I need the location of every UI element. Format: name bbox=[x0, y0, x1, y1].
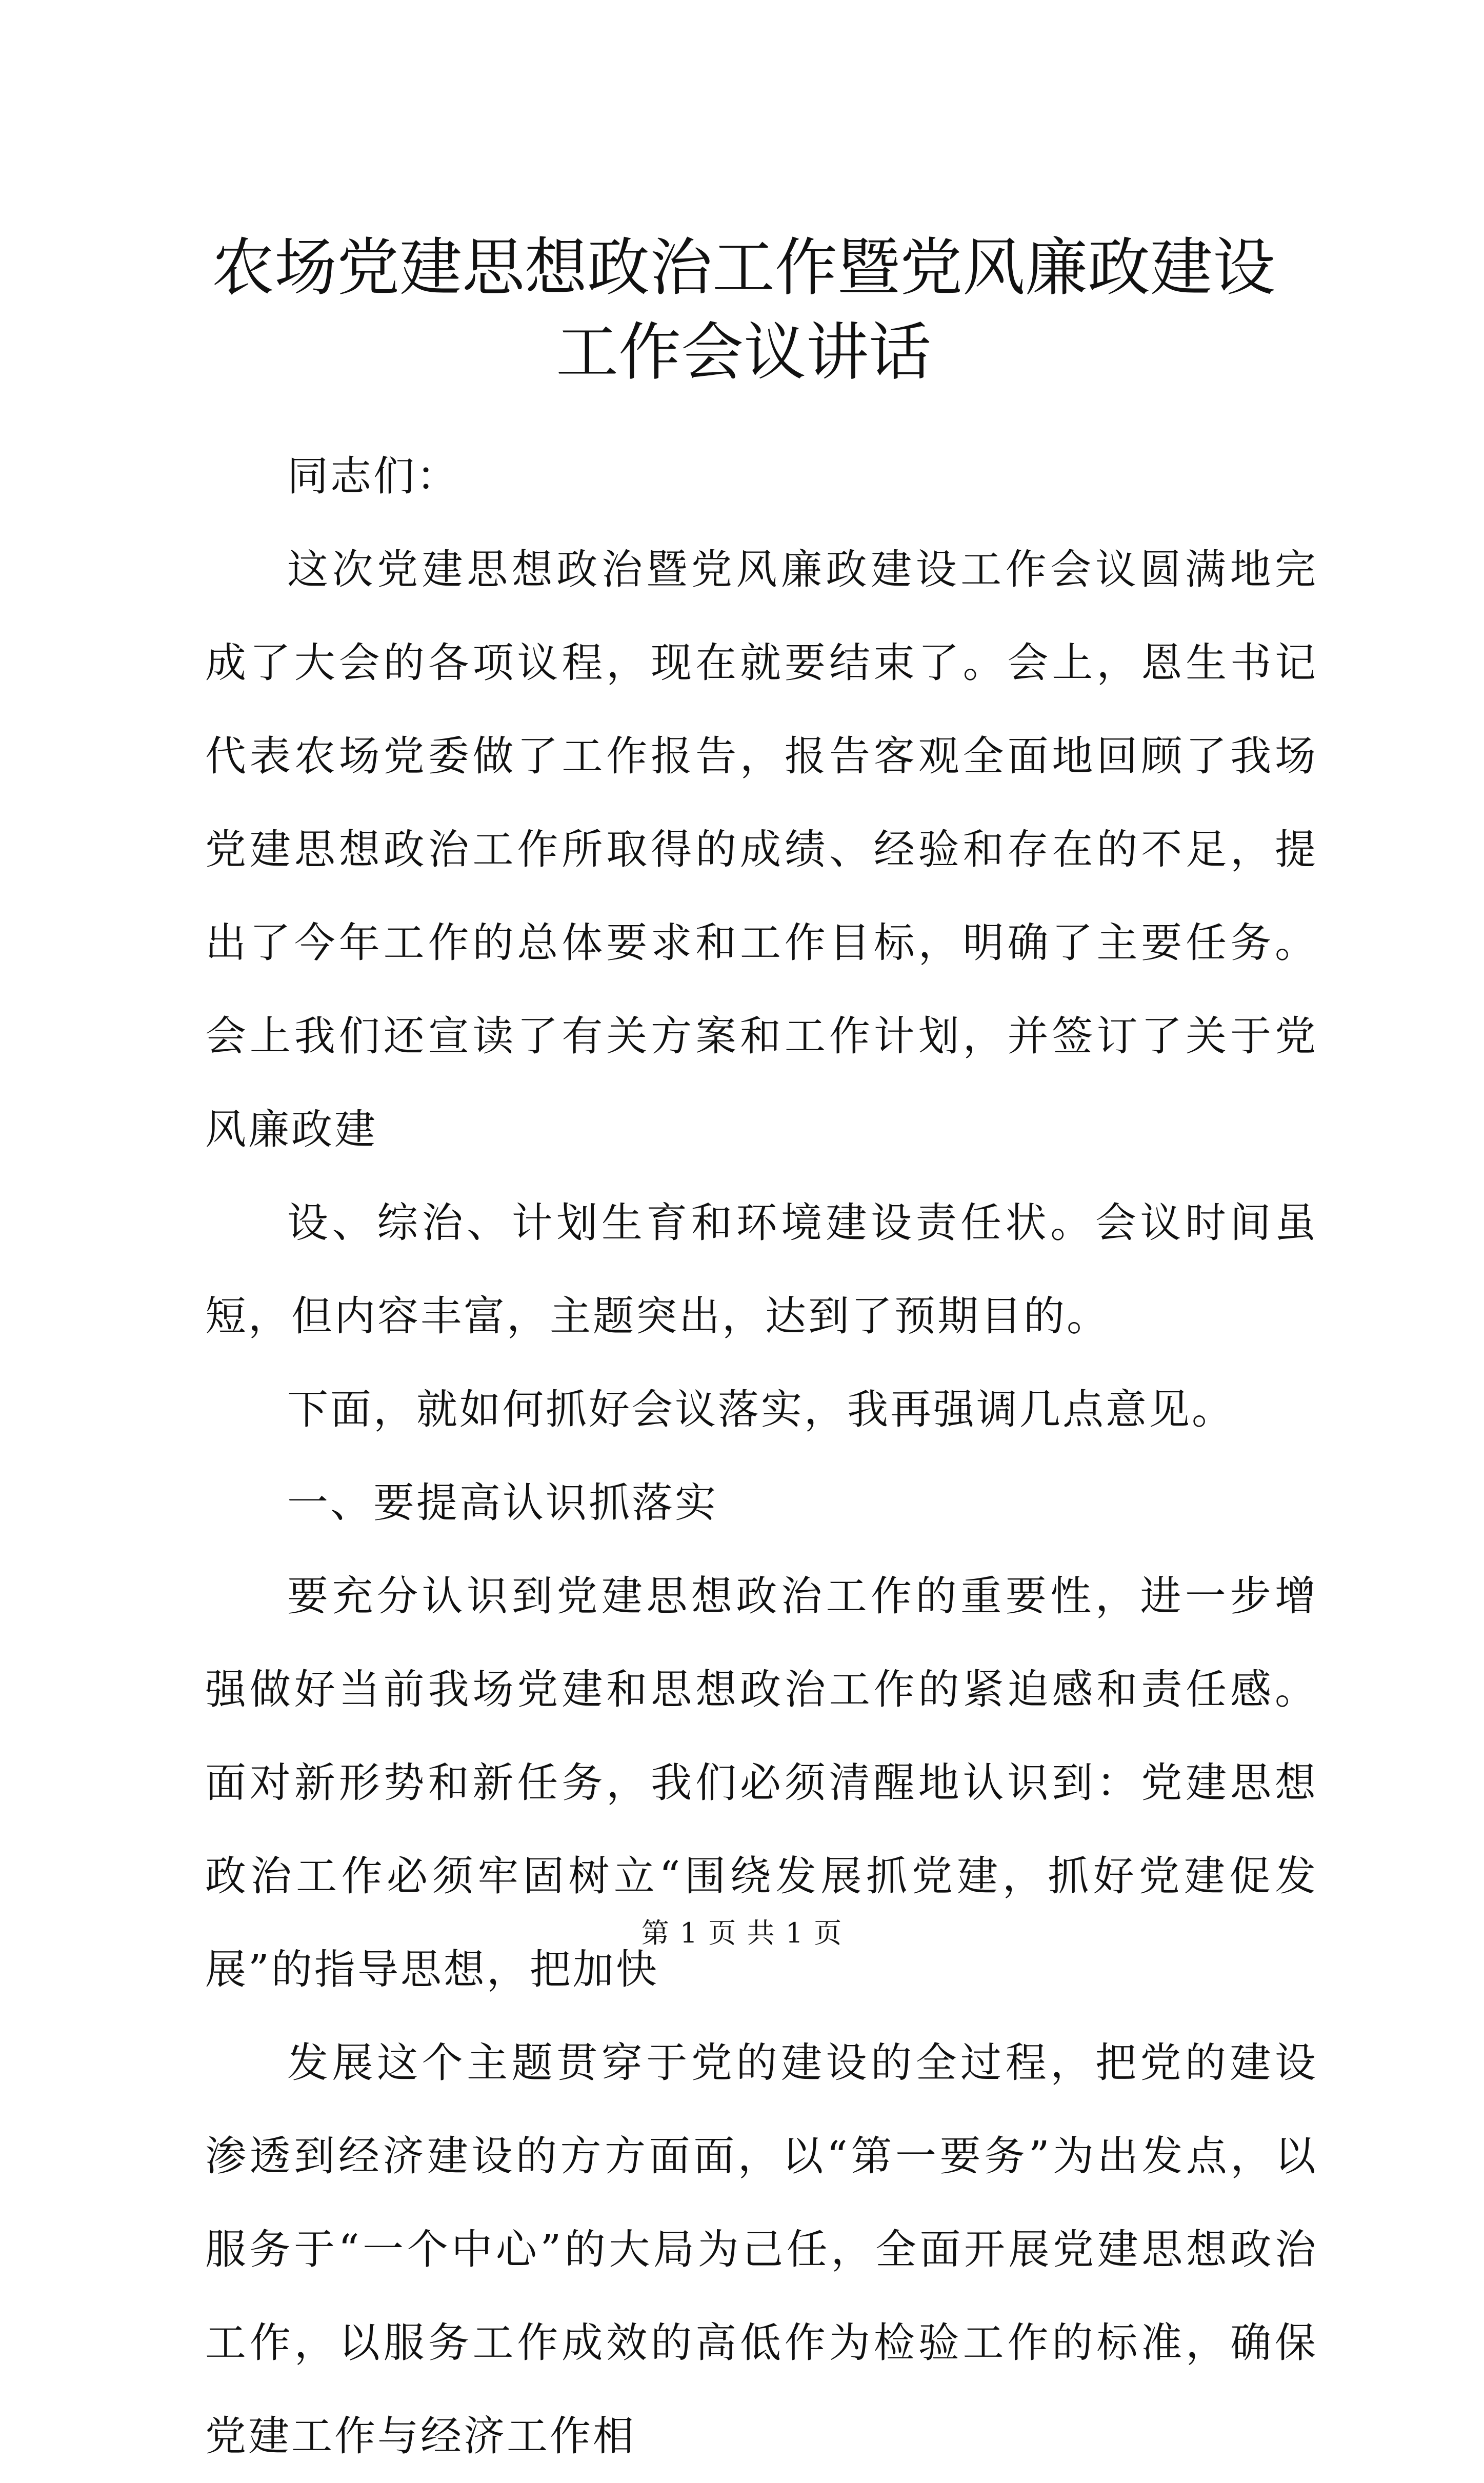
paragraph-greeting: 同志们： bbox=[287, 452, 459, 500]
document-title: 农场党建思想政治工作暨党风廉政建设工作会议讲话 bbox=[212, 231, 1275, 389]
paragraph: 下面，就如何抓好会议落实，我再强调几点意见。 bbox=[287, 1386, 1235, 1433]
paragraph: 这次党建思想政治暨党风廉政建设工作会议圆满地完成了大会的各项议程，现在就要结束了。会上，恩生书记代表农场党委做了工作报告，报告客观全面地回顾了我场党建思想政治工作所取得的成绩、经验和存在的不足，提出了今年工作的总体要求和工作目标，明确了主要任务。会上我们还宣读了有关方案和工作计划，并签订了关于党风廉政建 bbox=[205, 546, 1318, 1153]
page-footer: 第 1 页 共 1 页 bbox=[641, 1917, 843, 1949]
document-body bbox=[205, 430, 1318, 2483]
paragraph: 发展这个主题贯穿于党的建设的全过程，把党的建设渗透到经济建设的方方面面，以“第一要务”为出发点，以服务于“一个中心”的大局为己任，全面开展党建思想政治工作，以服务工作成效的高低作为检验工作的标准，确保党建工作与经济工作相 bbox=[205, 2039, 1318, 2460]
paragraph: 要充分认识到党建思想政治工作的重要性，进一步增强做好当前我场党建和思想政治工作的紧迫感和责任感。面对新形势和新任务，我们必须清醒地认识到：党建思想政治工作必须牢固树立“围绕发展抓党建，抓好党建促发展”的指导思想，把加快 bbox=[205, 1572, 1318, 1993]
section-heading: 一、要提高认识抓落实 bbox=[287, 1479, 718, 1527]
paragraph: 设、综治、计划生育和环境建设责任状。会议时间虽短，但内容丰富，主题突出，达到了预期目的。 bbox=[205, 1199, 1318, 1340]
